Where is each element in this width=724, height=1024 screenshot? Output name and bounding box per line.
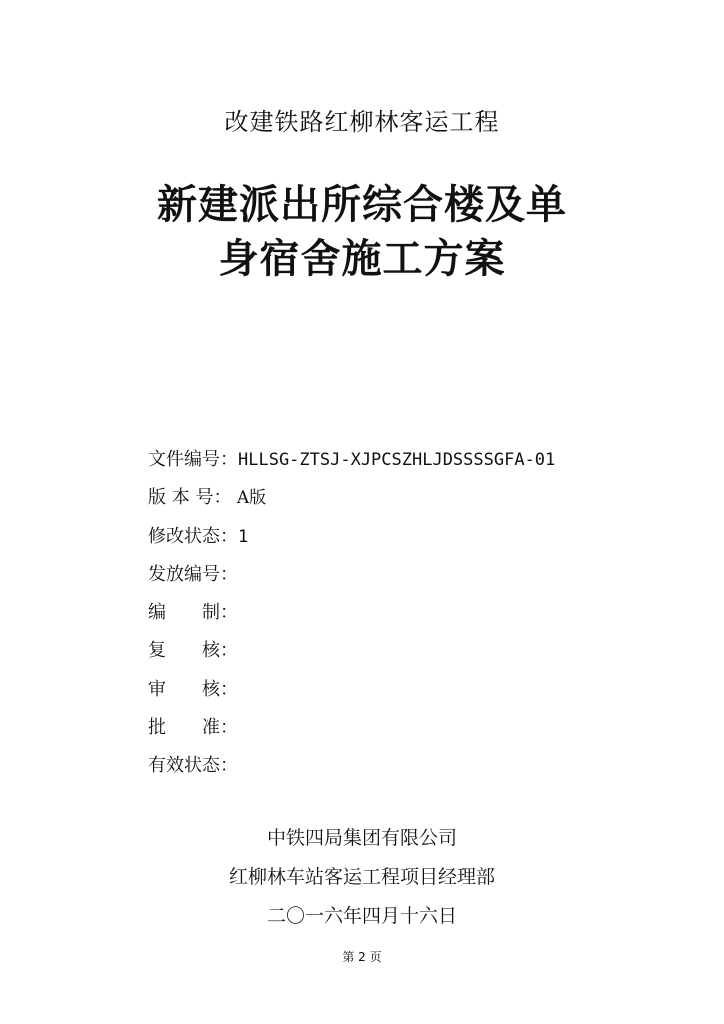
project-name: 改建铁路红柳林客运工程 <box>224 108 500 136</box>
info-label: 修改状态： <box>148 525 238 547</box>
info-row-revision-status <box>148 523 668 561</box>
info-row-validity-status <box>148 752 668 790</box>
info-value: A版 <box>231 488 267 509</box>
info-row-prepared-by <box>148 599 668 637</box>
info-row-distribution-number <box>148 561 668 599</box>
info-row-file-number <box>148 446 668 484</box>
info-label: 有效状态： <box>148 755 238 777</box>
info-value: 1 <box>238 526 249 547</box>
info-row-approved-by <box>148 714 668 752</box>
document-title <box>0 178 724 286</box>
info-row-checked-by <box>148 637 668 675</box>
department-name: 红柳林车站客运工程项目经理部 <box>228 866 495 888</box>
info-value: HLLSG-ZTSJ-XJPCSZHLJDSSSSGFA-01 <box>238 450 556 470</box>
info-label: 版 本 号： <box>148 487 232 509</box>
info-row-version <box>148 484 668 522</box>
issue-date: 二〇一六年四月十六日 <box>266 905 457 927</box>
info-label: 审 核： <box>148 678 238 700</box>
document-title-line-1: 新建派出所综合楼及单 <box>157 182 567 228</box>
issuer-block <box>0 824 724 941</box>
info-label: 批 准： <box>148 717 238 739</box>
info-label: 复 核： <box>148 640 238 662</box>
info-label: 发放编号： <box>148 563 238 585</box>
info-row-reviewed-by <box>148 676 668 714</box>
page-number: 第 2 页 <box>342 950 382 964</box>
info-label: 文件编号： <box>148 449 238 470</box>
document-title-line-2: 身宿舍施工方案 <box>218 236 506 282</box>
company-name: 中铁四局集团有限公司 <box>266 827 457 849</box>
info-label: 编 制： <box>148 602 238 624</box>
document-info-block <box>148 446 668 791</box>
